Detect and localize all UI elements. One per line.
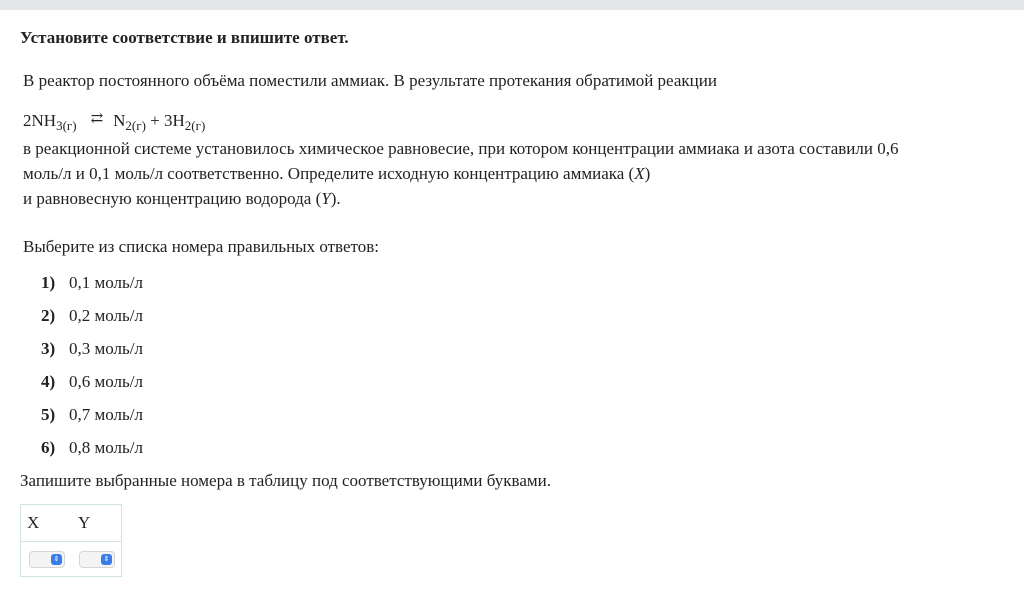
column-header-y: Y bbox=[78, 513, 91, 532]
eq-product-h2-sub: 2(г) bbox=[184, 118, 206, 133]
answer-table bbox=[20, 504, 122, 577]
answer-option bbox=[41, 437, 143, 470]
answer-option bbox=[41, 404, 143, 437]
var-x: X bbox=[634, 164, 645, 183]
task-intro: В реактор постоянного объёма поместили аммиак. В результате протекания обратимой реакции bbox=[23, 71, 717, 90]
eq-reactant-sub: 3(г) bbox=[56, 118, 77, 133]
option-text: 0,8 моль/л bbox=[69, 438, 143, 457]
equilibrium-arrow-icon: ⇄ bbox=[90, 111, 104, 127]
option-text: 0,7 моль/л bbox=[69, 405, 143, 424]
task-body-line2: моль/л и 0,1 моль/л соответственно. Определите исходную концентрацию аммиака (X) bbox=[23, 164, 651, 183]
write-instruction: Запишите выбранные номера в таблицу под соответствующими буквами. bbox=[20, 471, 551, 490]
option-number: 5) bbox=[41, 405, 56, 424]
option-text: 0,6 моль/л bbox=[69, 372, 143, 391]
eq-product-h2: + 3H bbox=[145, 111, 185, 130]
option-text: 0,3 моль/л bbox=[69, 339, 143, 358]
column-header-x: X bbox=[27, 513, 40, 532]
option-number: 2) bbox=[41, 306, 56, 325]
option-number: 6) bbox=[41, 438, 56, 457]
answer-option bbox=[41, 371, 143, 404]
select-x[interactable] bbox=[29, 551, 65, 568]
option-number: 3) bbox=[41, 339, 56, 358]
option-text: 0,2 моль/л bbox=[69, 306, 143, 325]
updown-chevron-icon: ⇕ bbox=[101, 554, 112, 565]
select-y[interactable] bbox=[79, 551, 115, 568]
answer-option bbox=[41, 305, 143, 338]
task-body-line1: в реакционной системе установилось химическое равновесие, при котором концентрации аммиака и азота составили 0,6 bbox=[23, 139, 899, 158]
reaction-equation bbox=[23, 110, 205, 133]
answer-options-list bbox=[41, 272, 143, 470]
answer-option bbox=[41, 272, 143, 305]
updown-chevron-icon: ⇕ bbox=[51, 554, 62, 565]
task-heading: Установите соответствие и впишите ответ. bbox=[20, 28, 349, 47]
option-number: 1) bbox=[41, 273, 56, 292]
answer-option bbox=[41, 338, 143, 371]
answer-table-header bbox=[21, 505, 121, 542]
top-bar bbox=[0, 0, 1024, 10]
eq-product-n2: N bbox=[113, 111, 126, 130]
task-body bbox=[23, 136, 999, 211]
eq-product-n2-sub: 2(г) bbox=[125, 118, 146, 133]
option-number: 4) bbox=[41, 372, 56, 391]
task-body-line3: и равновесную концентрацию водорода (Y). bbox=[23, 189, 341, 208]
eq-reactant: 2NH bbox=[23, 111, 57, 130]
var-y: Y bbox=[321, 189, 331, 208]
option-text: 0,1 моль/л bbox=[69, 273, 143, 292]
choose-instruction: Выберите из списка номера правильных ответов: bbox=[23, 237, 379, 256]
